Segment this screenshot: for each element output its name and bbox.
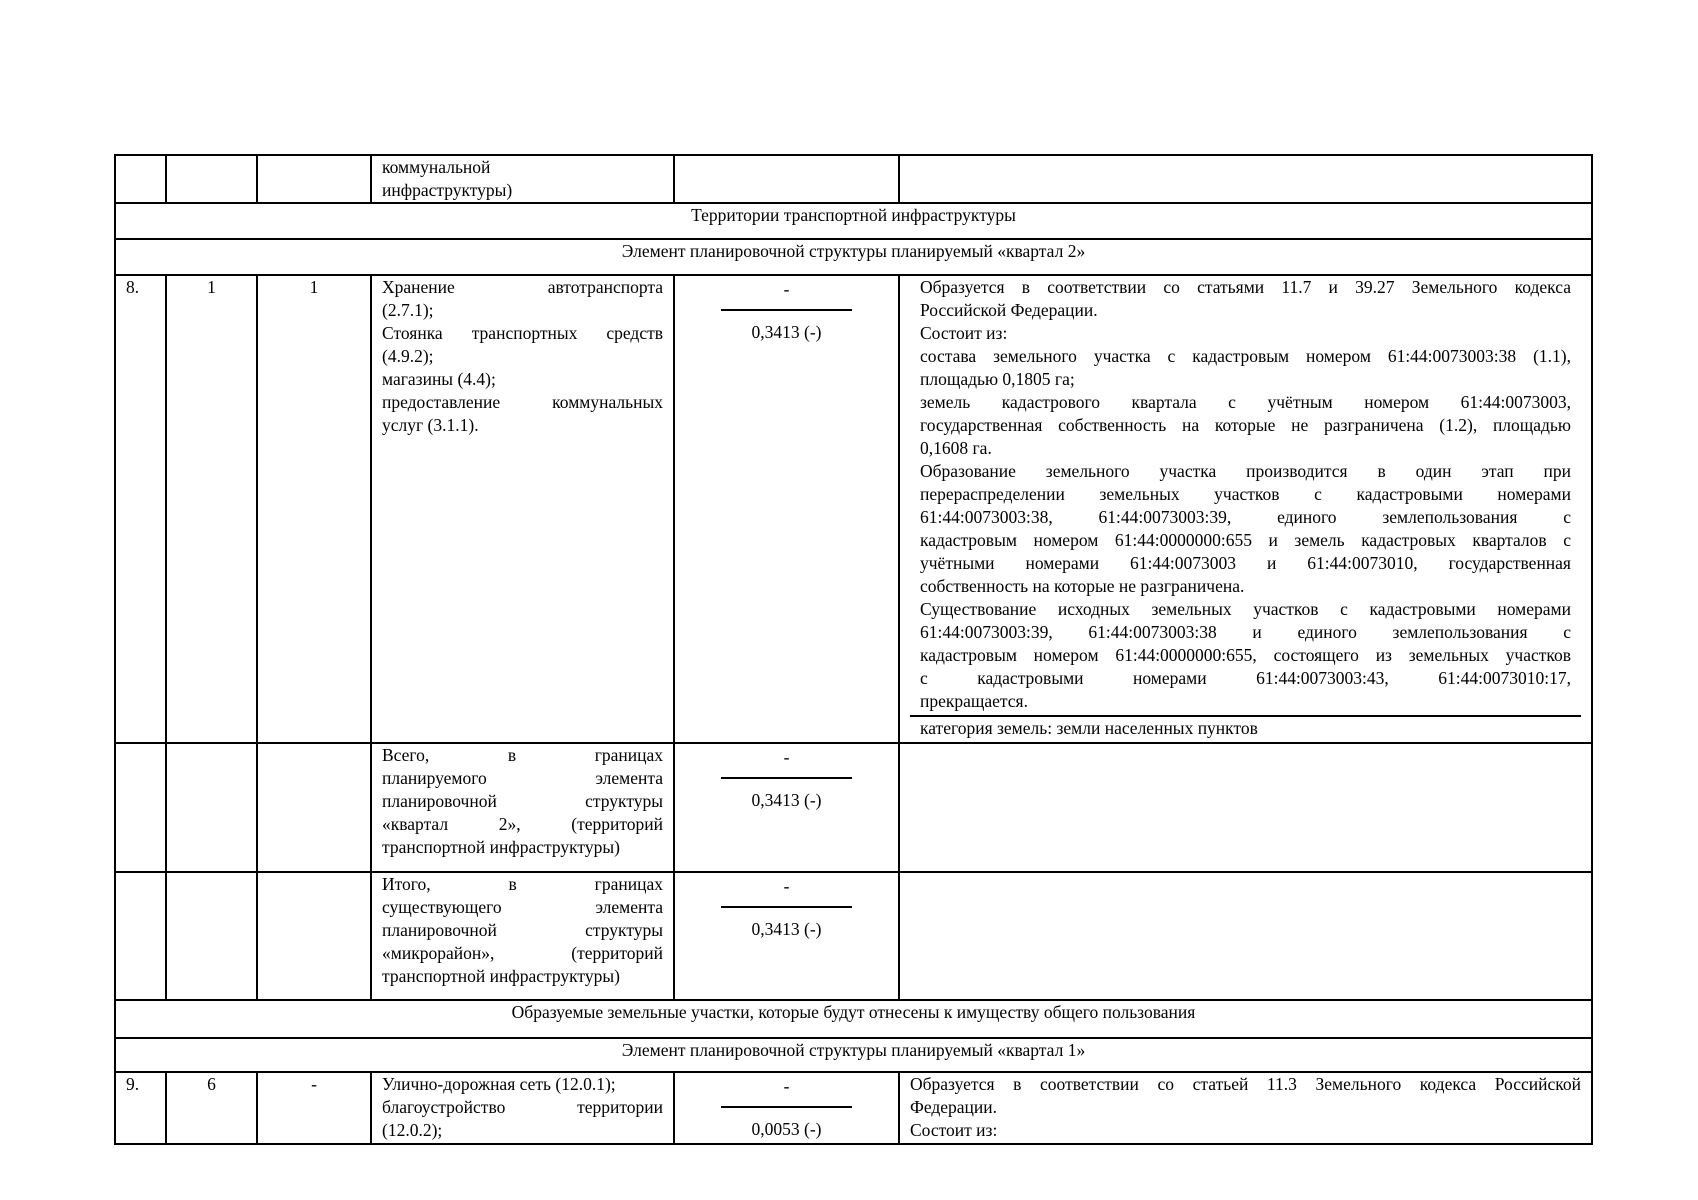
cell-area xyxy=(674,872,899,1000)
text-line: Итого, в границах xyxy=(382,874,663,894)
text-line: Российской Федерации. xyxy=(920,300,1098,320)
text-line: земель кадастрового квартала с учётным номером 61:44:0073003, xyxy=(920,392,1571,412)
text-line: Состоит из: xyxy=(910,1120,998,1140)
text-line: Улично-дорожная сеть (12.0.1); xyxy=(382,1074,616,1094)
area-fraction xyxy=(685,276,888,344)
text-line: собственность на которые не разграничена. xyxy=(920,576,1245,596)
cell-use xyxy=(371,743,674,872)
text-line: с кадастровыми номерами 61:44:0073003:43, 61:44:0073010:17, xyxy=(920,668,1571,688)
table-row xyxy=(115,275,1592,743)
fraction-bar xyxy=(721,777,852,779)
area-denominator: 0,3413 (-) xyxy=(751,919,822,939)
area-fraction xyxy=(685,873,888,941)
text-line: Образуется в соответствии со статьей 11.3 Земельного кодекса Российской xyxy=(910,1074,1581,1094)
text-line: учётными номерами 61:44:0073003 и 61:44:0073010, государственная xyxy=(920,553,1571,573)
land-plots-table xyxy=(114,154,1593,1145)
section-row xyxy=(115,1038,1592,1072)
table-row xyxy=(115,1072,1592,1144)
cell-num: 9. xyxy=(115,1072,166,1144)
cell-desc xyxy=(899,275,1592,743)
cell-area xyxy=(674,1072,899,1144)
text-line: услуг (3.1.1). xyxy=(382,415,479,435)
text-line: прекращается. xyxy=(920,691,1028,711)
table-row xyxy=(115,872,1592,1000)
text-line: планируемого элемента xyxy=(382,768,663,788)
text-line: Образование земельного участка производится в один этап при xyxy=(920,461,1571,481)
text-line: кадастровым номером 61:44:0000000:655 и земель кадастровых кварталов с xyxy=(920,530,1571,550)
area-numerator: - xyxy=(783,1076,790,1096)
text-line: (4.9.2); xyxy=(382,346,434,366)
text-line: существующего элемента xyxy=(382,897,663,917)
text-line: 61:44:0073003:38, 61:44:0073003:39, единого землепользования с xyxy=(920,507,1571,527)
cell-num xyxy=(115,872,166,1000)
cell-desc xyxy=(899,743,1592,872)
fraction-bar xyxy=(721,309,852,311)
area-denominator: 0,3413 (-) xyxy=(751,322,822,342)
cell-num xyxy=(115,155,166,203)
area-numerator: - xyxy=(783,876,790,896)
area-denominator: 0,3413 (-) xyxy=(751,790,822,810)
text-line: коммунальной xyxy=(382,157,491,177)
section-row xyxy=(115,1000,1592,1038)
cell-col3 xyxy=(257,743,371,872)
text-line: транспортной инфраструктуры) xyxy=(382,837,620,857)
cell-col2 xyxy=(166,872,257,1000)
text-line: Стоянка транспортных средств xyxy=(382,323,663,343)
text-line: предоставление коммунальных xyxy=(382,392,663,412)
text-line: кадастровым номером 61:44:0000000:655, состоящего из земельных участков xyxy=(920,645,1571,665)
cell-col2: 6 xyxy=(166,1072,257,1144)
table-row xyxy=(115,155,1592,203)
area-numerator: - xyxy=(783,747,790,767)
description xyxy=(910,276,1581,715)
text-line: магазины (4.4); xyxy=(382,369,496,389)
cell-use xyxy=(371,155,674,203)
fraction-bar xyxy=(721,906,852,908)
text-line: Федерации. xyxy=(910,1097,998,1117)
section-heading-kvartal1: Элемент планировочной структуры планируемый «квартал 1» xyxy=(115,1038,1592,1072)
cell-col2 xyxy=(166,743,257,872)
text-line: Состоит из: xyxy=(920,323,1008,343)
text-line: состава земельного участка с кадастровым номером 61:44:0073003:38 (1.1), xyxy=(920,346,1571,366)
cell-desc xyxy=(899,872,1592,1000)
table-row xyxy=(115,743,1592,872)
cell-col3: - xyxy=(257,1072,371,1144)
text-line: государственная собственность на которые не разграничена (1.2), площадью xyxy=(920,415,1571,435)
section-heading-kvartal2: Элемент планировочной структуры планируемый «квартал 2» xyxy=(115,239,1592,275)
area-fraction xyxy=(685,744,888,812)
text-line: Хранение автотранспорта xyxy=(382,277,663,297)
text-line: Существование исходных земельных участков с кадастровыми номерами xyxy=(920,599,1571,619)
section-heading-common-use: Образуемые земельные участки, которые будут отнесены к имуществу общего пользования xyxy=(115,1000,1592,1038)
text-line: перераспределении земельных участков с кадастровыми номерами xyxy=(920,484,1571,504)
text-line: Всего, в границах xyxy=(382,745,663,765)
cell-col3: 1 xyxy=(257,275,371,743)
cell-area xyxy=(674,155,899,203)
cell-use xyxy=(371,872,674,1000)
cell-col3 xyxy=(257,155,371,203)
text-line: инфраструктуры) xyxy=(382,180,513,200)
text-line: планировочной структуры xyxy=(382,920,663,940)
section-heading-transport: Территории транспортной инфраструктуры xyxy=(115,203,1592,239)
section-row xyxy=(115,239,1592,275)
land-category: категория земель: земли населенных пунктов xyxy=(910,715,1581,742)
text-line: «микрорайон», (территорий xyxy=(382,943,663,963)
text-line: площадью 0,1805 га; xyxy=(920,369,1075,389)
text-line: (2.7.1); xyxy=(382,300,434,320)
cell-desc xyxy=(899,155,1592,203)
cell-area xyxy=(674,743,899,872)
cell-num xyxy=(115,743,166,872)
fraction-bar xyxy=(721,1106,852,1108)
area-fraction xyxy=(685,1073,888,1141)
area-numerator: - xyxy=(783,279,790,299)
cell-num: 8. xyxy=(115,275,166,743)
area-denominator: 0,0053 (-) xyxy=(751,1119,822,1139)
text-line: Образуется в соответствии со статьями 11.7 и 39.27 Земельного кодекса xyxy=(920,277,1571,297)
text-line: 0,1608 га. xyxy=(920,438,992,458)
cell-col2 xyxy=(166,155,257,203)
text-line: (12.0.2); xyxy=(382,1120,443,1140)
text-line: 61:44:0073003:39, 61:44:0073003:38 и единого землепользования с xyxy=(920,622,1571,642)
cell-desc xyxy=(899,1072,1592,1144)
section-row xyxy=(115,203,1592,239)
cell-use xyxy=(371,1072,674,1144)
text-line: планировочной структуры xyxy=(382,791,663,811)
text-line: благоустройство территории xyxy=(382,1097,663,1117)
text-line: транспортной инфраструктуры) xyxy=(382,966,620,986)
cell-col3 xyxy=(257,872,371,1000)
text-line: «квартал 2», (территорий xyxy=(382,814,663,834)
cell-col2: 1 xyxy=(166,275,257,743)
cell-use xyxy=(371,275,674,743)
cell-area xyxy=(674,275,899,743)
